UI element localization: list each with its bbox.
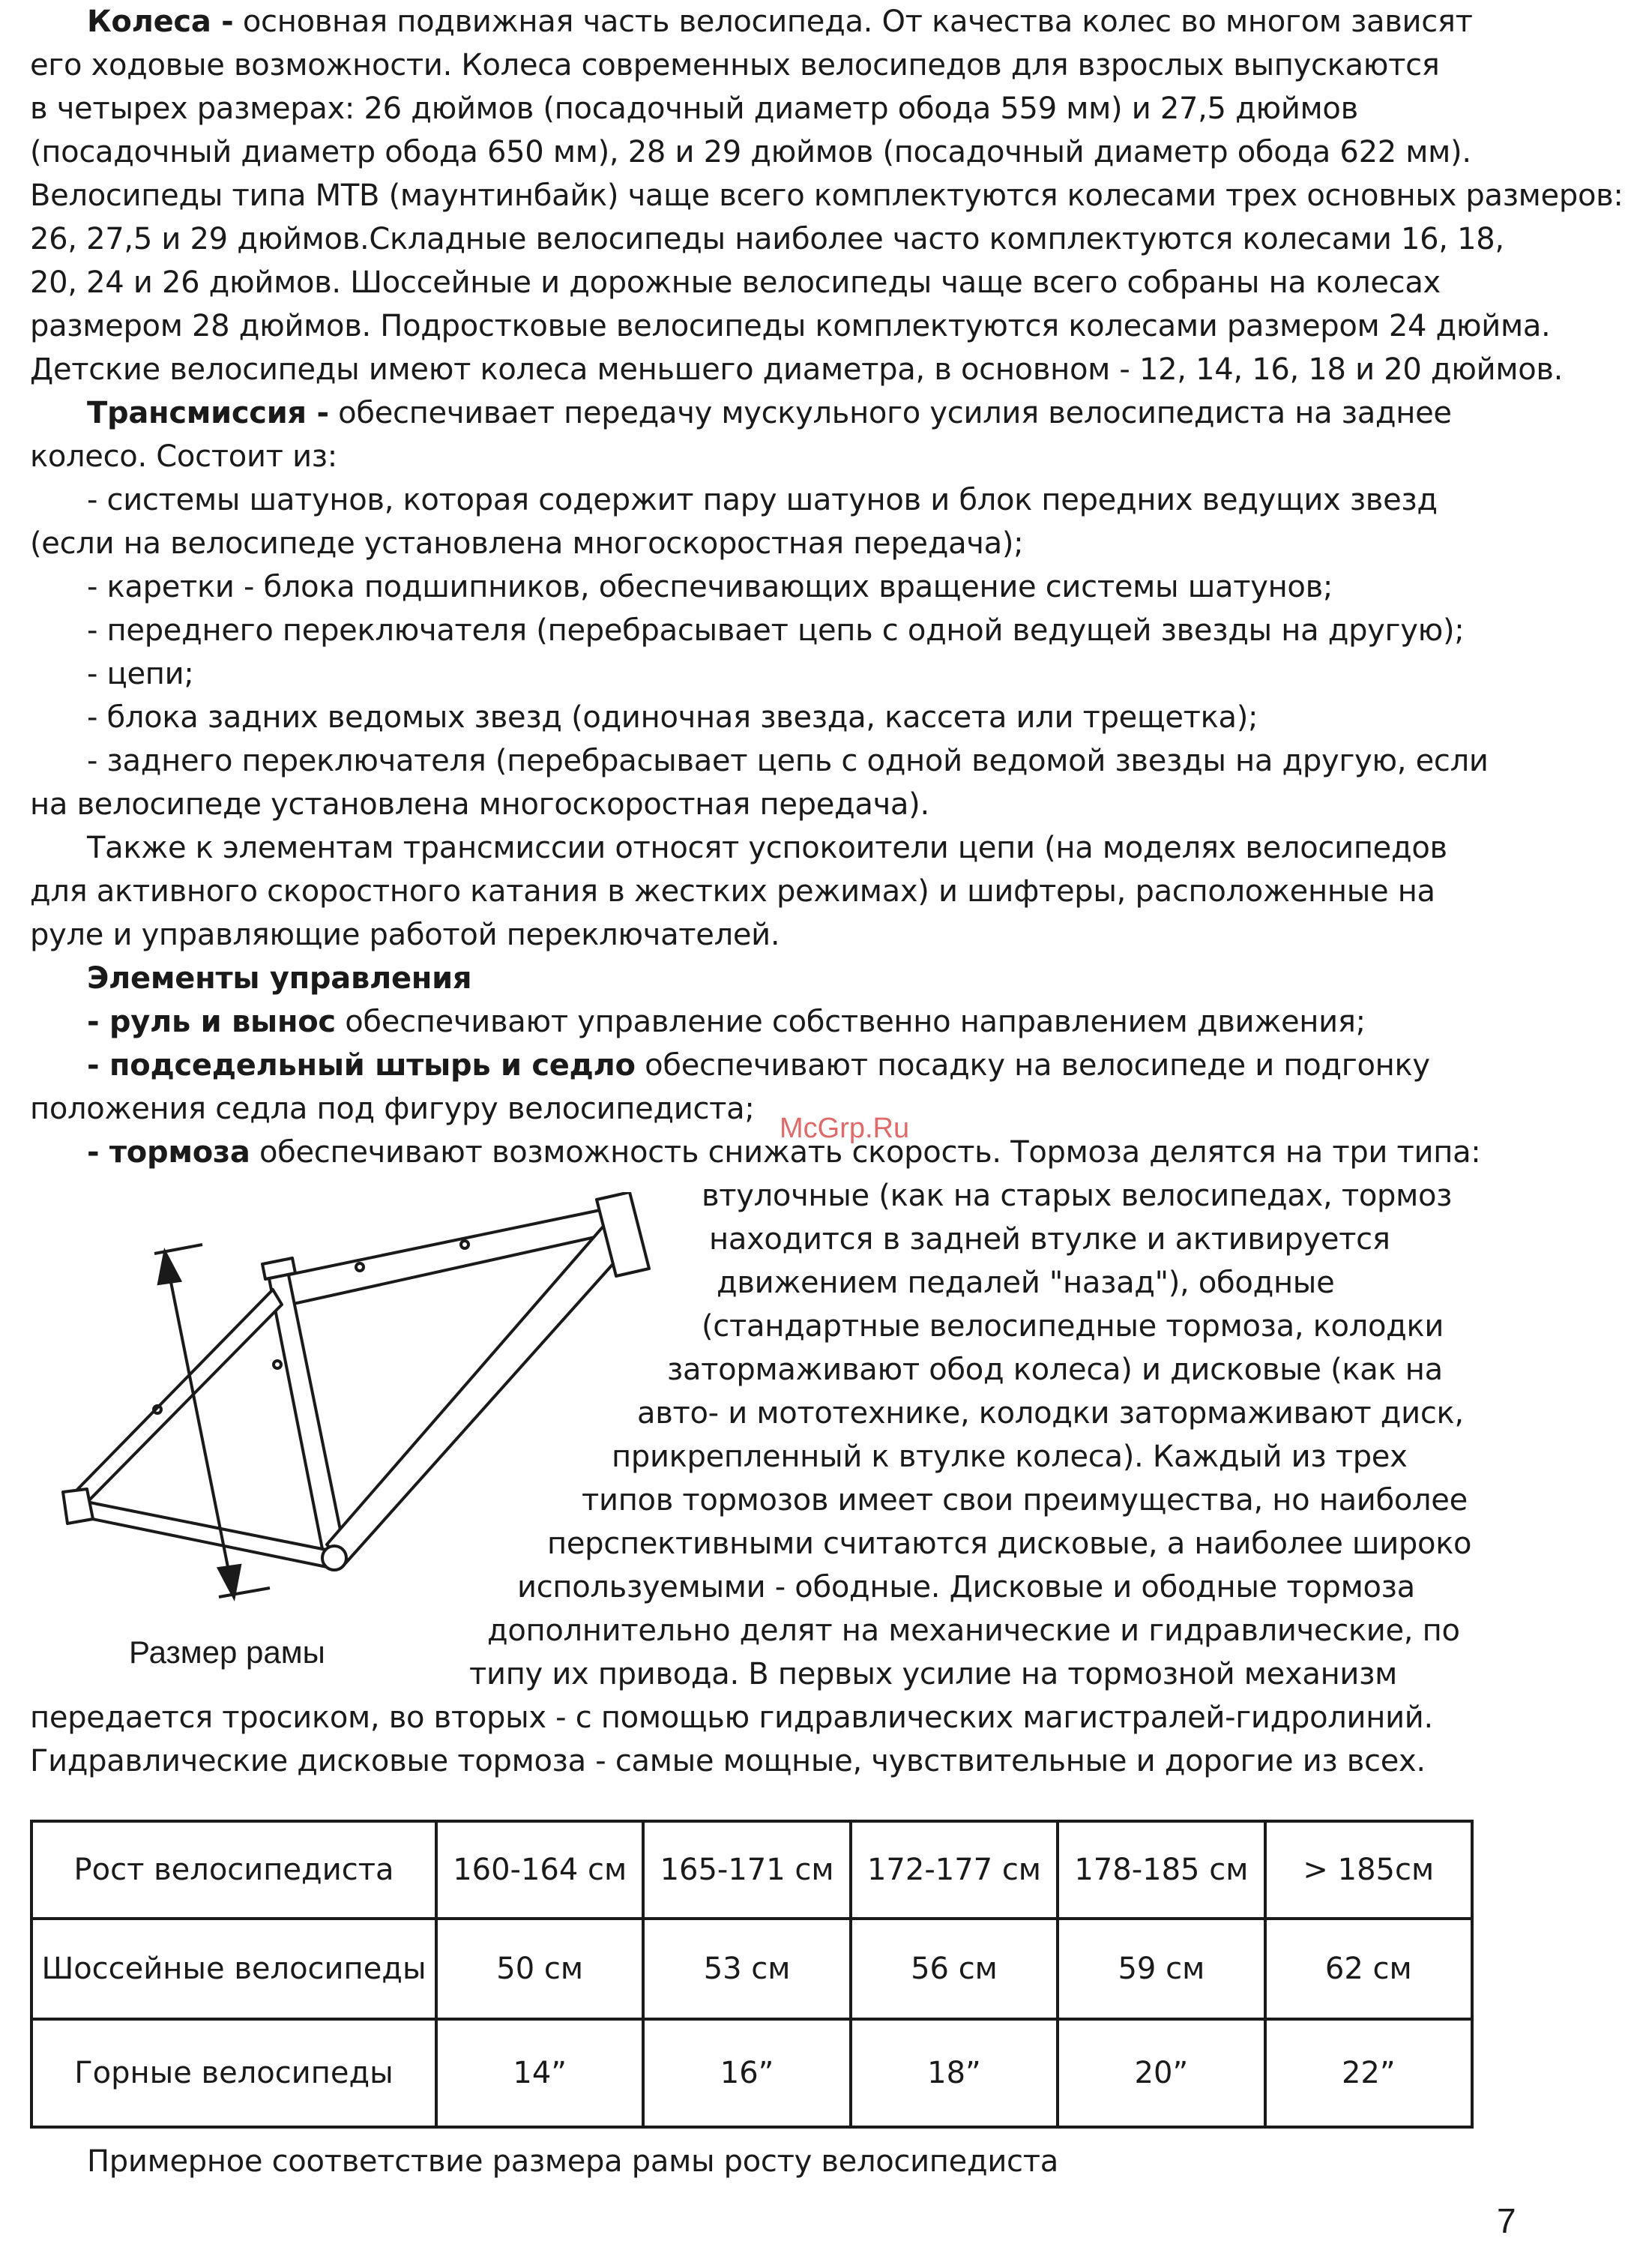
seat-stay — [72, 1290, 282, 1507]
table-cell: 165-171 см — [643, 1821, 850, 1919]
brakes-paragraph-line: находится в задней втулке и активируется — [709, 1222, 1390, 1257]
wheels-paragraph-line: размером 28 дюймов. Подростковые велосипеды комплектуются колесами размером 24 дюйма. — [30, 309, 1551, 343]
brakes-paragraph-line: перспективными считаются дисковые, а наиболее широко — [547, 1526, 1472, 1561]
table-cell: 20” — [1058, 2019, 1264, 2127]
table-cell: 178-185 см — [1058, 1821, 1264, 1919]
wheels-paragraph-line: (посадочный диаметр обода 650 мм), 28 и 29 дюймов (посадочный диаметр обода 622 мм). — [30, 135, 1471, 169]
controls-item-handlebar: - руль и вынос обеспечивают управление собственно направлением движения; — [87, 1005, 1366, 1039]
frame-size-table — [30, 1820, 1474, 2129]
wheels-paragraph-line: Велосипеды типа МТВ (маунтинбайк) чаще всего комплектуются колесами трех основных размеров: — [30, 178, 1624, 213]
controls-item-brakes: - тормоза обеспечивают возможность снижать скорость. Тормоза делятся на три типа: — [87, 1135, 1481, 1170]
wheels-paragraph-line: его ходовые возможности. Колеса современных велосипедов для взрослых выпускаются — [30, 48, 1440, 82]
table-cell: 160-164 см — [436, 1821, 643, 1919]
brakes-paragraph-line: Гидравлические дисковые тормоза - самые мощные, чувствительные и дорогие из всех. — [30, 1744, 1426, 1778]
brakes-paragraph-line: типу их привода. В первых усилие на тормозной механизм — [469, 1657, 1397, 1691]
brakes-paragraph-line: прикрепленный к втулке колеса). Каждый из трех — [612, 1440, 1408, 1474]
brakes-paragraph-line: передается тросиком, во вторых - с помощью гидравлических магистралей-гидролиний. — [30, 1700, 1433, 1735]
table-cell: 50 см — [436, 1919, 643, 2019]
brakes-paragraph-line: авто- и мототехнике, колодки затормаживают диск, — [637, 1396, 1464, 1431]
table-cell: Шоссейные велосипеды — [31, 1919, 436, 2019]
table-row — [31, 2019, 1472, 2127]
brakes-paragraph-line: типов тормозов имеет свои преимущества, но наиболее — [582, 1483, 1468, 1517]
page-number: 7 — [1497, 2201, 1516, 2240]
brakes-paragraph-line: (стандартные велосипедные тормоза, колодки — [702, 1309, 1444, 1344]
transmission-list-item: на велосипеде установлена многоскоростная передача). — [30, 787, 929, 822]
bicycle-frame-illustration — [45, 1192, 675, 1612]
wheels-heading: Колеса - — [87, 4, 234, 39]
table-cell: 56 см — [851, 1919, 1058, 2019]
brakes-paragraph-line: движением педалей "назад"), ободные — [717, 1266, 1335, 1300]
transmission-list-item: - цепи; — [87, 657, 194, 691]
rear-dropout — [63, 1489, 93, 1523]
wheels-paragraph-line: Детские велосипеды имеют колеса меньшего диаметра, в основном - 12, 14, 16, 18 и 20 дюймов. — [30, 352, 1564, 387]
table-row — [31, 1919, 1472, 2019]
wheels-paragraph-line: 20, 24 и 26 дюймов. Шоссейные и дорожные велосипеды чаще всего собраны на колесах — [30, 265, 1441, 300]
controls-heading: Элементы управления — [87, 961, 472, 996]
transmission-list-item: - блока задних ведомых звезд (одиночная звезда, кассета или трещетка); — [87, 700, 1258, 735]
table-cell: Рост велосипедиста — [31, 1821, 436, 1919]
brakes-paragraph-line: втулочные (как на старых велосипедах, тормоз — [702, 1179, 1453, 1213]
transmission-paragraph-line: Трансмиссия - обеспечивает передачу мускульного усилия велосипедиста на заднее — [87, 396, 1452, 430]
table-row — [31, 1821, 1472, 1919]
table-cell: > 185см — [1265, 1821, 1472, 1919]
table-caption: Примерное соответствие размера рамы росту велосипедиста — [87, 2144, 1058, 2179]
table-cell: 22” — [1265, 2019, 1472, 2127]
bottle-boss — [274, 1361, 281, 1368]
table-cell: 53 см — [643, 1919, 850, 2019]
brakes-paragraph-line: дополнительно делят на механические и гидравлические, по — [487, 1613, 1460, 1648]
transmission-paragraph-line: руле и управляющие работой переключателей. — [30, 918, 780, 952]
transmission-list-item: (если на велосипеде установлена многоскоростная передача); — [30, 526, 1024, 561]
bottom-bracket — [322, 1546, 346, 1570]
watermark: McGrp.Ru — [780, 1113, 910, 1144]
transmission-paragraph-line: Также к элементам трансмиссии относят успокоители цепи (на моделях велосипедов — [87, 831, 1447, 865]
table-cell: 62 см — [1265, 1919, 1472, 2019]
table-cell: 18” — [851, 2019, 1058, 2127]
brakes-paragraph-line: затормаживают обод колеса) и дисковые (как на — [667, 1353, 1443, 1387]
transmission-list-item: - системы шатунов, которая содержит пару шатунов и блок передних ведущих звезд — [87, 483, 1438, 517]
transmission-list-item: - каретки - блока подшипников, обеспечивающих вращение системы шатунов; — [87, 570, 1333, 604]
table-cell: 16” — [643, 2019, 850, 2127]
brakes-paragraph-line: используемыми - ободные. Дисковые и ободные тормоза — [517, 1570, 1415, 1604]
transmission-list-item: - заднего переключателя (перебрасывает цепь с одной ведомой звезды на другую, если — [87, 744, 1489, 778]
frame-size-caption: Размер рамы — [129, 1634, 325, 1670]
chain-stay — [70, 1500, 330, 1567]
table-cell: Горные велосипеды — [31, 2019, 436, 2127]
wheels-paragraph-line: Колеса - основная подвижная часть велосипеда. От качества колес во многом зависят — [87, 4, 1473, 39]
transmission-heading: Трансмиссия - — [87, 396, 329, 430]
controls-item-seat-continued: положения седла под фигуру велосипедиста; — [30, 1092, 755, 1126]
table-cell: 14” — [436, 2019, 643, 2127]
wheels-paragraph-line: в четырех размерах: 26 дюймов (посадочный диаметр обода 559 мм) и 27,5 дюймов — [30, 91, 1358, 126]
transmission-paragraph-line: колесо. Состоит из: — [30, 439, 337, 474]
table-cell: 59 см — [1058, 1919, 1264, 2019]
transmission-paragraph-line: для активного скоростного катания в жестких режимах) и шифтеры, расположенные на — [30, 874, 1435, 909]
controls-item-seat: - подседельный штырь и седло обеспечивают посадку на велосипеде и подгонку — [87, 1048, 1430, 1083]
wheels-paragraph-line: 26, 27,5 и 29 дюймов.Складные велосипеды наиболее часто комплектуются колесами 16, 18, — [30, 222, 1504, 256]
transmission-list-item: - переднего переключателя (перебрасывает цепь с одной ведущей звезды на другую); — [87, 613, 1465, 648]
table-cell: 172-177 см — [851, 1821, 1058, 1919]
